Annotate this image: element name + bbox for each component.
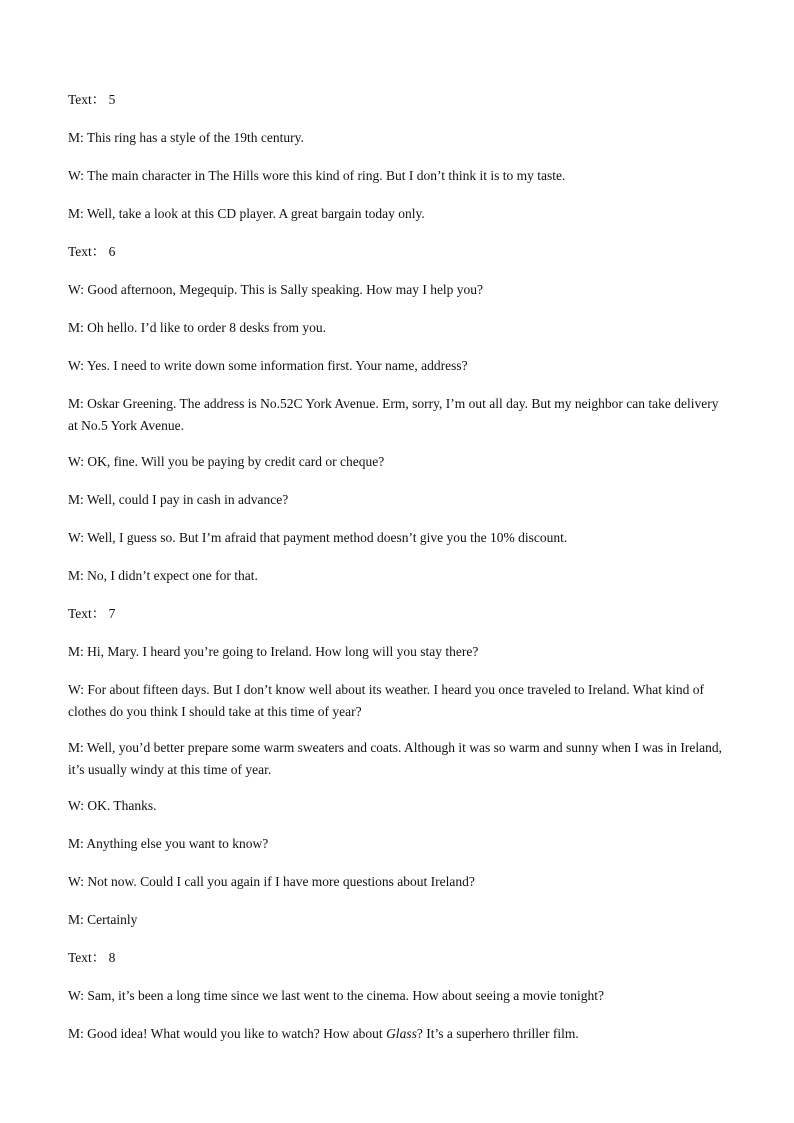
dialogue-line: M: Hi, Mary. I heard you’re going to Ireland. How long will you stay there?: [68, 644, 479, 659]
dialogue-line: M: Oskar Greening. The address is No.52C York Avenue. Erm, sorry, I’m out all day. But my neighbor can take delivery at No.5 York Avenue.: [68, 396, 719, 433]
section-heading: Text： 5: [68, 92, 116, 107]
dialogue-line: W: Well, I guess so. But I’m afraid that payment method doesn’t give you the 10% discount.: [68, 530, 568, 545]
dialogue-line: W: OK, fine. Will you be paying by credit card or cheque?: [68, 454, 385, 469]
dialogue-line: M: Well, could I pay in cash in advance?: [68, 492, 289, 507]
dialogue-line: W: Not now. Could I call you again if I have more questions about Ireland?: [68, 874, 475, 889]
document-page: [68, 89, 724, 1061]
dialogue-line-final: [68, 1023, 724, 1045]
section-heading: Text： 6: [68, 244, 116, 259]
dialogue-line: M: Anything else you want to know?: [68, 836, 269, 851]
dialogue-line: M: Certainly: [68, 912, 138, 927]
dialogue-line: M: Oh hello. I’d like to order 8 desks from you.: [68, 320, 326, 335]
dialogue-line: M: This ring has a style of the 19th century.: [68, 130, 304, 145]
dialogue-line: W: For about fifteen days. But I don’t know well about its weather. I heard you once traveled to Ireland. What kind of clothes do you think I should take at this time of year?: [68, 682, 704, 719]
section-heading: Text： 8: [68, 950, 116, 965]
dialogue-line: M: Well, take a look at this CD player. A great bargain today only.: [68, 206, 425, 221]
dialogue-line: W: Sam, it’s been a long time since we last went to the cinema. How about seeing a movie tonight?: [68, 988, 604, 1003]
movie-title: Glass: [386, 1026, 417, 1041]
dialogue-line: M: No, I didn’t expect one for that.: [68, 568, 258, 583]
dialogue-text: ? It’s a superhero thriller film.: [416, 1026, 579, 1041]
dialogue-line: W: Yes. I need to write down some information first. Your name, address?: [68, 358, 468, 373]
dialogue-line: W: Good afternoon, Megequip. This is Sally speaking. How may I help you?: [68, 282, 484, 297]
dialogue-line: W: The main character in The Hills wore this kind of ring. But I don’t think it is to my taste.: [68, 168, 566, 183]
dialogue-line: M: Well, you’d better prepare some warm sweaters and coats. Although it was so warm and sunny when I was in Ireland, it’s usually windy at this time of year.: [68, 740, 722, 777]
dialogue-text: M: Good idea! What would you like to watch? How about: [68, 1026, 387, 1041]
dialogue-line: W: OK. Thanks.: [68, 798, 157, 813]
section-heading: Text： 7: [68, 606, 116, 621]
